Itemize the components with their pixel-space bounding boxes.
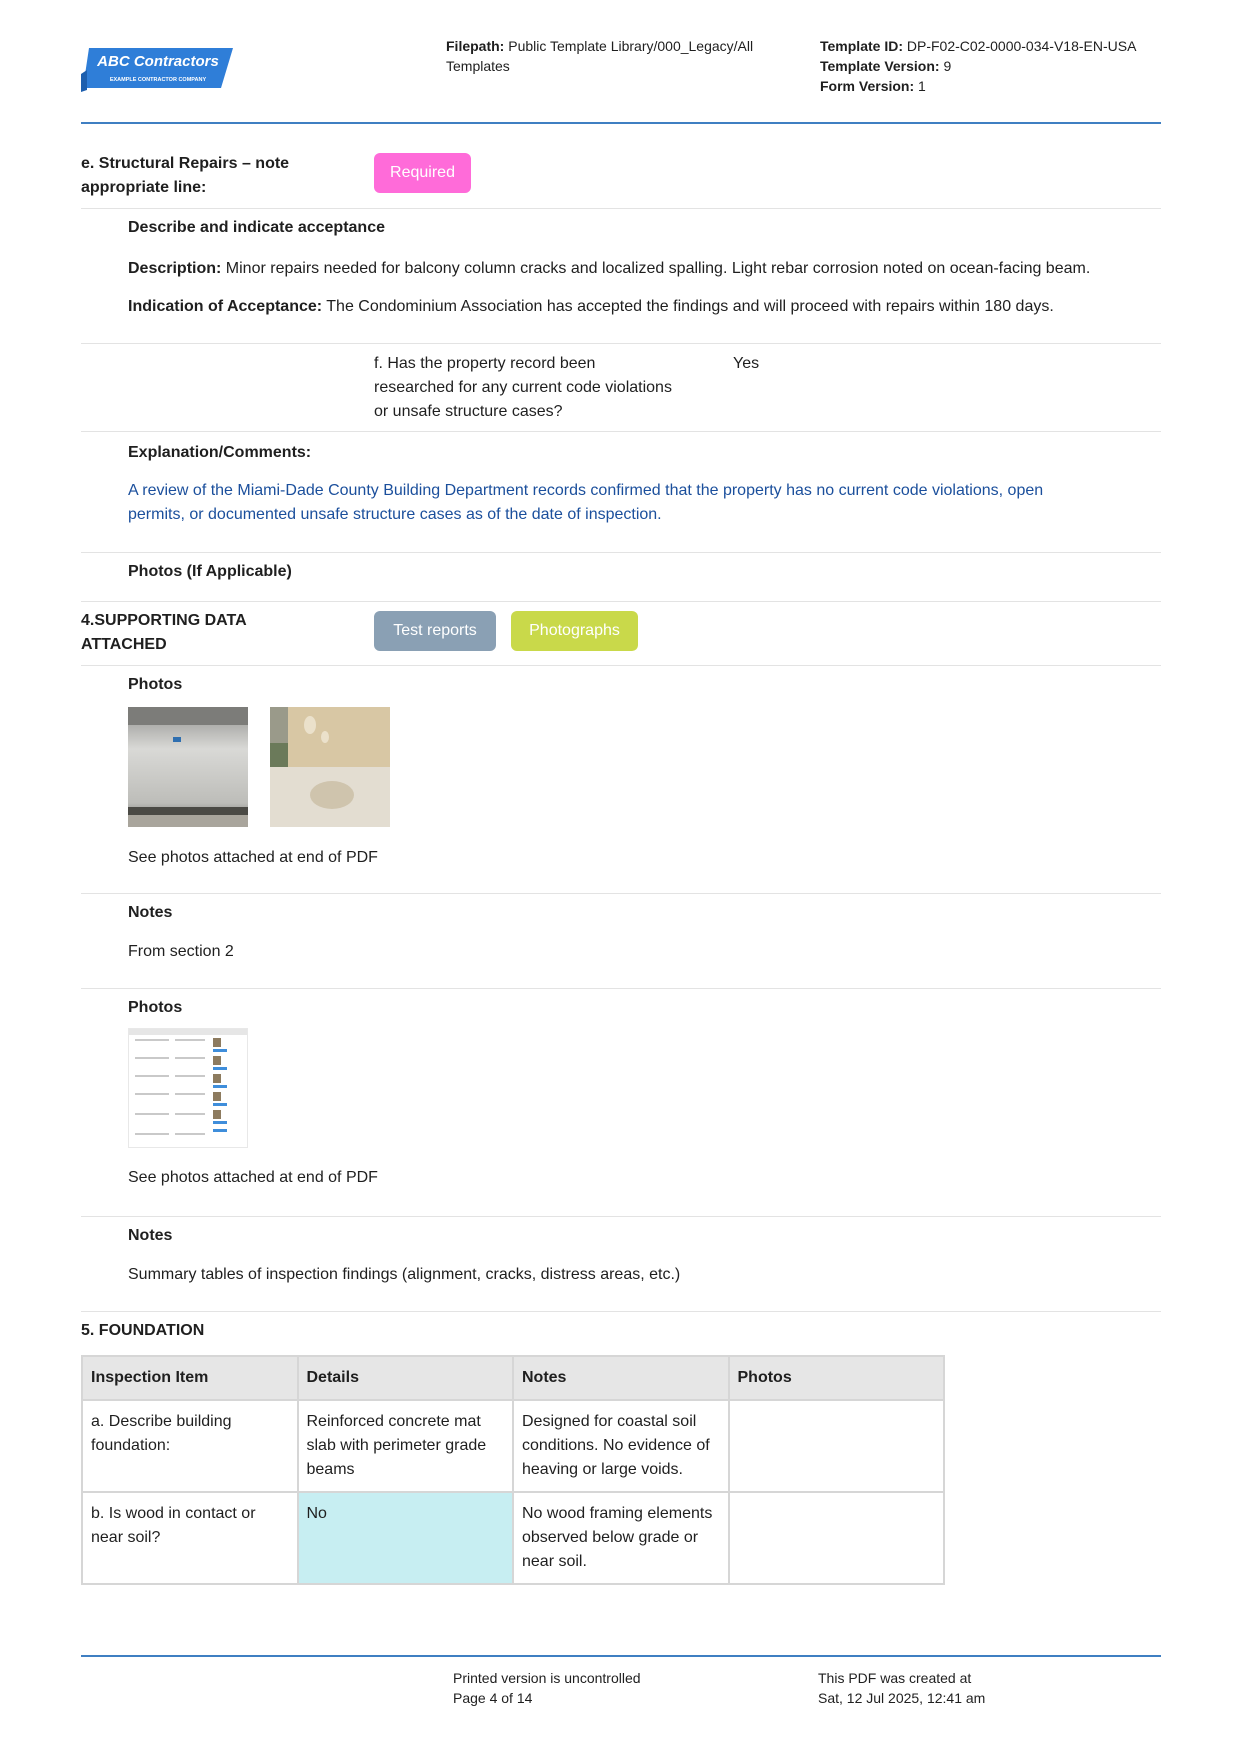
filepath-value-2: Templates (446, 58, 510, 74)
divider (81, 552, 1161, 553)
cell-photos (729, 1492, 945, 1584)
template-version-label: Template Version: (820, 58, 940, 74)
description-line: Description: Minor repairs needed for balcony column cracks and localized spalling. Light rebar corrosion noted on ocean-facing beam. (128, 260, 1091, 277)
table-row (82, 1400, 944, 1492)
logo-graphic (81, 44, 239, 94)
photo-thumbnail-wall[interactable] (270, 707, 390, 827)
column-header-photos: Photos (729, 1356, 945, 1400)
header-divider (81, 122, 1161, 124)
template-id-label: Template ID: (820, 38, 903, 54)
section-e-label: e. Structural Repairs – note appropriate line: (81, 155, 290, 196)
svg-text:ABC Contractors: ABC Contractors (97, 53, 219, 70)
svg-text:EXAMPLE CONTRACTOR COMPANY: EXAMPLE CONTRACTOR COMPANY (109, 77, 207, 83)
question-f: f. Has the property record been researched for any current code violations or unsafe structure cases? (374, 355, 672, 420)
answer-f: Yes (733, 355, 760, 372)
cell-inspection-item: a. Describe building foundation: (82, 1400, 298, 1492)
describe-acceptance-heading: Describe and indicate acceptance (128, 219, 385, 236)
cell-details: Reinforced concrete mat slab with perimeter grade beams (298, 1400, 514, 1492)
cell-inspection-item: b. Is wood in contact or near soil? (82, 1492, 298, 1584)
footer-divider (81, 1655, 1161, 1657)
cell-photos (729, 1400, 945, 1492)
form-version-value: 1 (918, 78, 926, 94)
photos-heading-2: Photos (128, 999, 183, 1016)
cell-notes: No wood framing elements observed below grade or near soil. (513, 1492, 729, 1584)
column-header-details: Details (298, 1356, 514, 1400)
test-reports-badge: Test reports (374, 611, 496, 651)
divider (81, 601, 1161, 602)
divider (81, 343, 1161, 344)
notes-text-1: From section 2 (128, 943, 234, 960)
table-header-row (82, 1356, 944, 1400)
photo-thumbnail-table[interactable] (128, 1028, 248, 1148)
uncontrolled-notice: Printed version is uncontrolled (453, 1670, 641, 1686)
template-meta-block (820, 36, 1160, 96)
required-badge: Required (374, 153, 471, 193)
photos-heading-1: Photos (128, 676, 183, 693)
filepath-label: Filepath: (446, 38, 505, 54)
explanation-text: A review of the Miami-Dade County Building Department records confirmed that the property has no current code violations, open permits, or documented unsafe structure cases as of the date of inspection. (128, 482, 1044, 523)
divider (81, 1216, 1161, 1217)
column-header-inspection-item: Inspection Item (82, 1356, 298, 1400)
photographs-badge: Photographs (511, 611, 638, 651)
photos-caption-2: See photos attached at end of PDF (128, 1169, 378, 1186)
created-label: This PDF was created at (818, 1670, 972, 1686)
notes-heading-1: Notes (128, 904, 173, 921)
divider (81, 665, 1161, 666)
acceptance-line: Indication of Acceptance: The Condominium Association has accepted the findings and will proceed with repairs within 180 days. (128, 298, 1054, 315)
divider (81, 1311, 1161, 1312)
divider (81, 988, 1161, 989)
photo-thumbnail-beam[interactable] (128, 707, 248, 827)
filepath-block (446, 36, 786, 76)
photos-caption-1: See photos attached at end of PDF (128, 849, 378, 866)
filepath-value: Public Template Library/000_Legacy/All (508, 38, 754, 54)
notes-text-2: Summary tables of inspection findings (alignment, cracks, distress areas, etc.) (128, 1266, 681, 1283)
notes-heading-2: Notes (128, 1227, 173, 1244)
column-header-notes: Notes (513, 1356, 729, 1400)
divider (81, 893, 1161, 894)
template-version-value: 9 (943, 58, 952, 74)
explanation-label: Explanation/Comments: (128, 444, 312, 461)
photos-if-applicable-label: Photos (If Applicable) (128, 563, 292, 580)
foundation-table (81, 1355, 945, 1585)
cell-details-highlighted: No (298, 1492, 514, 1584)
template-id-value: DP-F02-C02-0000-034-V18-EN-USA (906, 38, 1137, 54)
table-row (82, 1492, 944, 1584)
divider (81, 431, 1161, 432)
cell-notes: Designed for coastal soil conditions. No evidence of heaving or large voids. (513, 1400, 729, 1492)
footer-page-info (453, 1668, 753, 1708)
created-timestamp: Sat, 12 Jul 2025, 12:41 am (818, 1690, 986, 1706)
form-version-label: Form Version: (820, 78, 915, 94)
divider (81, 208, 1161, 209)
page-number: Page 4 of 14 (453, 1690, 533, 1706)
section-5-title: 5. FOUNDATION (81, 1322, 205, 1339)
company-logo (81, 44, 239, 94)
footer-created-info (818, 1668, 1148, 1708)
section-4-label: 4.SUPPORTING DATA ATTACHED (81, 612, 247, 653)
